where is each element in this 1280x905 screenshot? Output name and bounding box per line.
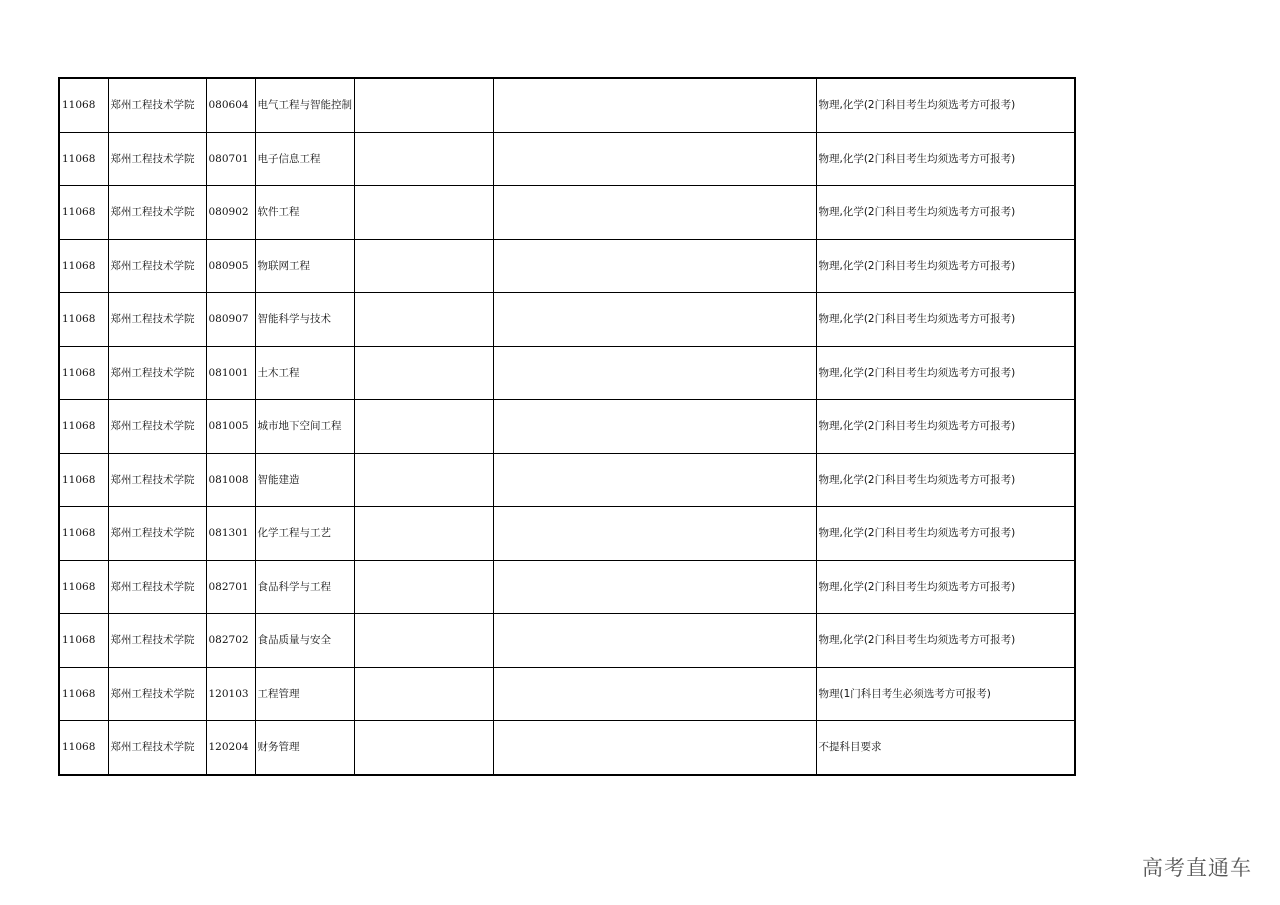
school-code-cell: 11068 xyxy=(59,239,108,293)
empty-cell xyxy=(354,560,493,614)
subject-requirement-cell: 不提科目要求 xyxy=(816,721,1075,775)
major-name-cell: 财务管理 xyxy=(255,721,354,775)
empty-cell xyxy=(354,346,493,400)
major-code-cell: 080902 xyxy=(206,186,255,240)
school-code-cell: 11068 xyxy=(59,667,108,721)
table-row xyxy=(59,346,1075,400)
empty-cell xyxy=(493,78,816,132)
major-code-cell: 080907 xyxy=(206,293,255,347)
empty-cell xyxy=(354,132,493,186)
school-code-cell: 11068 xyxy=(59,400,108,454)
table-row xyxy=(59,453,1075,507)
school-name-cell: 郑州工程技术学院 xyxy=(108,400,206,454)
school-name-cell: 郑州工程技术学院 xyxy=(108,78,206,132)
major-name-cell: 智能科学与技术 xyxy=(255,293,354,347)
major-code-cell: 081301 xyxy=(206,507,255,561)
major-name-cell: 食品科学与工程 xyxy=(255,560,354,614)
table-body xyxy=(59,78,1075,775)
table-row xyxy=(59,78,1075,132)
school-name-cell: 郑州工程技术学院 xyxy=(108,132,206,186)
empty-cell xyxy=(493,400,816,454)
table-row xyxy=(59,293,1075,347)
school-code-cell: 11068 xyxy=(59,78,108,132)
empty-cell xyxy=(354,453,493,507)
school-name-cell: 郑州工程技术学院 xyxy=(108,721,206,775)
school-name-cell: 郑州工程技术学院 xyxy=(108,293,206,347)
subject-requirement-cell: 物理,化学(2门科目考生均须选考方可报考) xyxy=(816,239,1075,293)
subject-requirement-cell: 物理,化学(2门科目考生均须选考方可报考) xyxy=(816,293,1075,347)
table-row xyxy=(59,400,1075,454)
table-row xyxy=(59,239,1075,293)
empty-cell xyxy=(493,667,816,721)
subject-requirement-cell: 物理,化学(2门科目考生均须选考方可报考) xyxy=(816,78,1075,132)
school-code-cell: 11068 xyxy=(59,346,108,400)
school-code-cell: 11068 xyxy=(59,614,108,668)
empty-cell xyxy=(354,293,493,347)
subject-requirement-cell: 物理,化学(2门科目考生均须选考方可报考) xyxy=(816,507,1075,561)
school-name-cell: 郑州工程技术学院 xyxy=(108,507,206,561)
major-name-cell: 电子信息工程 xyxy=(255,132,354,186)
empty-cell xyxy=(354,186,493,240)
empty-cell xyxy=(493,293,816,347)
major-name-cell: 城市地下空间工程 xyxy=(255,400,354,454)
watermark-logo-text: 高考直通车 xyxy=(1142,856,1252,880)
major-code-cell: 080905 xyxy=(206,239,255,293)
subject-requirement-cell: 物理,化学(2门科目考生均须选考方可报考) xyxy=(816,346,1075,400)
school-code-cell: 11068 xyxy=(59,721,108,775)
school-code-cell: 11068 xyxy=(59,132,108,186)
empty-cell xyxy=(493,507,816,561)
major-name-cell: 智能建造 xyxy=(255,453,354,507)
table-row xyxy=(59,507,1075,561)
empty-cell xyxy=(493,186,816,240)
school-code-cell: 11068 xyxy=(59,507,108,561)
major-name-cell: 工程管理 xyxy=(255,667,354,721)
subject-requirement-cell: 物理,化学(2门科目考生均须选考方可报考) xyxy=(816,132,1075,186)
school-code-cell: 11068 xyxy=(59,560,108,614)
school-code-cell: 11068 xyxy=(59,293,108,347)
empty-cell xyxy=(354,239,493,293)
empty-cell xyxy=(493,453,816,507)
subject-requirement-cell: 物理(1门科目考生必须选考方可报考) xyxy=(816,667,1075,721)
table-row xyxy=(59,667,1075,721)
major-code-cell: 080701 xyxy=(206,132,255,186)
school-name-cell: 郑州工程技术学院 xyxy=(108,614,206,668)
major-code-cell: 120204 xyxy=(206,721,255,775)
major-name-cell: 食品质量与安全 xyxy=(255,614,354,668)
major-name-cell: 电气工程与智能控制 xyxy=(255,78,354,132)
empty-cell xyxy=(354,667,493,721)
major-code-cell: 081005 xyxy=(206,400,255,454)
empty-cell xyxy=(354,78,493,132)
empty-cell xyxy=(354,721,493,775)
school-name-cell: 郑州工程技术学院 xyxy=(108,667,206,721)
school-name-cell: 郑州工程技术学院 xyxy=(108,560,206,614)
school-name-cell: 郑州工程技术学院 xyxy=(108,239,206,293)
empty-cell xyxy=(493,560,816,614)
major-code-cell: 081008 xyxy=(206,453,255,507)
major-code-cell: 081001 xyxy=(206,346,255,400)
empty-cell xyxy=(493,346,816,400)
empty-cell xyxy=(493,614,816,668)
empty-cell xyxy=(354,507,493,561)
school-name-cell: 郑州工程技术学院 xyxy=(108,186,206,240)
table-row xyxy=(59,560,1075,614)
subject-requirement-cell: 物理,化学(2门科目考生均须选考方可报考) xyxy=(816,560,1075,614)
table-row xyxy=(59,132,1075,186)
table-row xyxy=(59,186,1075,240)
empty-cell xyxy=(493,132,816,186)
school-code-cell: 11068 xyxy=(59,186,108,240)
subject-requirement-cell: 物理,化学(2门科目考生均须选考方可报考) xyxy=(816,453,1075,507)
empty-cell xyxy=(354,614,493,668)
empty-cell xyxy=(354,400,493,454)
major-name-cell: 软件工程 xyxy=(255,186,354,240)
school-code-cell: 11068 xyxy=(59,453,108,507)
major-code-cell: 082701 xyxy=(206,560,255,614)
table-row xyxy=(59,614,1075,668)
school-name-cell: 郑州工程技术学院 xyxy=(108,453,206,507)
subject-requirement-cell: 物理,化学(2门科目考生均须选考方可报考) xyxy=(816,614,1075,668)
major-name-cell: 物联网工程 xyxy=(255,239,354,293)
requirements-table xyxy=(58,77,1076,776)
subject-requirement-cell: 物理,化学(2门科目考生均须选考方可报考) xyxy=(816,186,1075,240)
major-code-cell: 120103 xyxy=(206,667,255,721)
table-row xyxy=(59,721,1075,775)
subject-requirement-cell: 物理,化学(2门科目考生均须选考方可报考) xyxy=(816,400,1075,454)
school-name-cell: 郑州工程技术学院 xyxy=(108,346,206,400)
empty-cell xyxy=(493,239,816,293)
major-code-cell: 080604 xyxy=(206,78,255,132)
major-name-cell: 化学工程与工艺 xyxy=(255,507,354,561)
major-name-cell: 土木工程 xyxy=(255,346,354,400)
empty-cell xyxy=(493,721,816,775)
major-code-cell: 082702 xyxy=(206,614,255,668)
